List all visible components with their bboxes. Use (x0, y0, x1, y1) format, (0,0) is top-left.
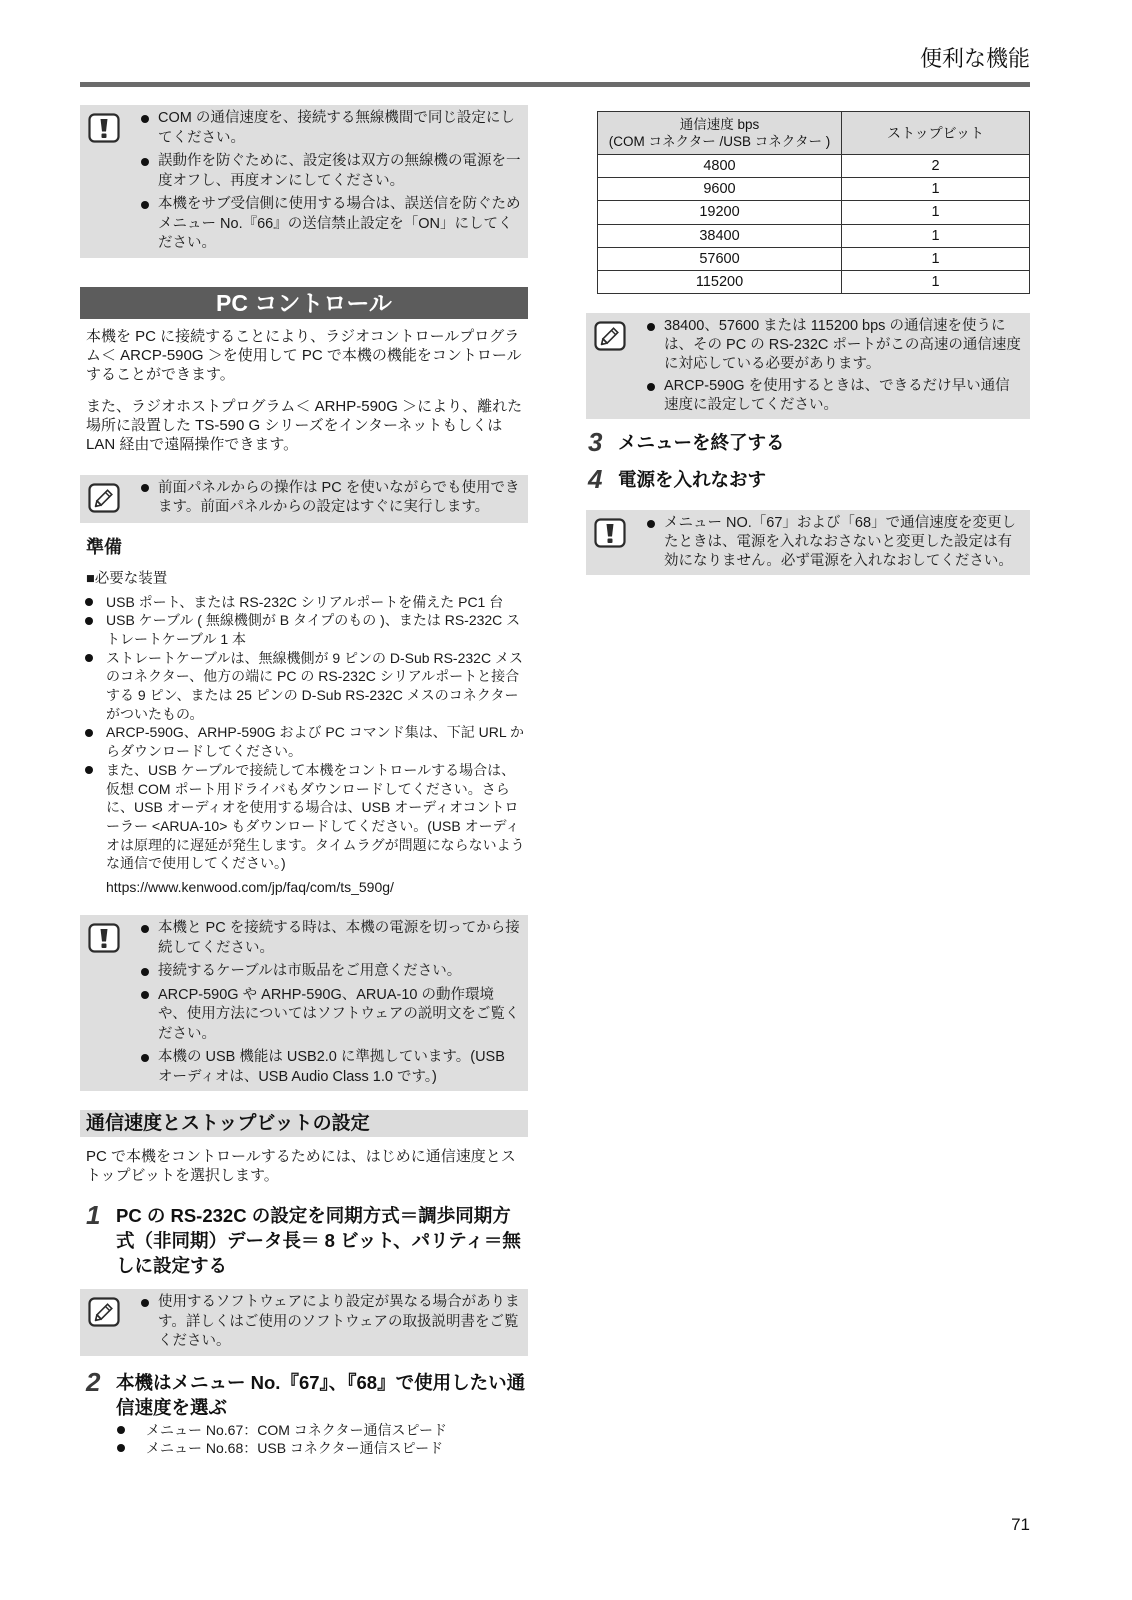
left-column (80, 105, 528, 1458)
header-speed-line2: (COM コネクター /USB コネクター ) (608, 134, 831, 149)
note-text: ARCP-590G を使用するときは、できるだけ早い通信速度に設定してください。 (664, 378, 1010, 414)
caution-item (138, 195, 522, 254)
list-item-text: また、USB ケーブルで接続して本機をコントロールする場合は、仮想 COM ポート用ドライバもダウンロードしてください。さらに、USB オーディオを使用する場合は、USB オーディオコントローラー <ARUA-10> もダウンロードしてください。(USB オーディオは原理的に遅延が発生します。タイムラグが問題にならないような通信で使用してください。) (106, 761, 525, 872)
exclamation-icon (88, 923, 120, 953)
list-item (80, 761, 528, 873)
bullet (85, 766, 93, 774)
exclamation-icon (88, 113, 120, 143)
list-item-text: USB ケーブル ( 無線機側が B タイプのもの )、または RS-232C ストレートケーブル 1 本 (106, 612, 521, 647)
caution-text: 接続するケーブルは市販品をご用意ください。 (158, 963, 462, 980)
cell-speed: 19200 (598, 201, 842, 224)
cell-stop-bit: 1 (842, 224, 1030, 247)
caution-text: 本機と PC を接続する時は、本機の電源を切ってから接続してください。 (158, 920, 520, 956)
header-speed-line1: 通信速度 bps (679, 117, 760, 132)
bullet (141, 158, 149, 166)
cell-speed: 38400 (598, 224, 842, 247)
caution-text: COM の通信速度を、接続する無線機間で同じ設定にしてください。 (158, 110, 515, 146)
table-row (598, 178, 1030, 201)
bullet (141, 968, 149, 976)
step-text: 本機はメニュー No.『67』、『68』で使用したい通信速度を選ぶ (116, 1371, 526, 1418)
table-row (598, 201, 1030, 224)
list-item (80, 723, 528, 760)
cell-speed: 115200 (598, 270, 842, 293)
step-text: メニューを終了する (618, 432, 785, 454)
step-2 (80, 1366, 528, 1420)
bullet (85, 729, 93, 737)
header-speed (598, 112, 842, 155)
caution-text: 誤動作を防ぐために、設定後は双方の無線機の電源を一度オフし、再度オンにしてください。 (158, 153, 521, 189)
page-number: 71 (1011, 1515, 1030, 1534)
step-text: PC の RS-232C の設定を同期方式＝調歩同期方式（非同期）データ長＝ 8 ビット、パリティ＝無しに設定する (116, 1205, 521, 1277)
caution-box (80, 915, 528, 1091)
subsection-intro: PC で本機をコントロールするためには、はじめに通信速度とストップビットを選択します。 (86, 1148, 516, 1185)
bullet (117, 1444, 125, 1452)
download-url: https://www.kenwood.com/jp/faq/com/ts_590g/ (106, 879, 394, 896)
caution-item (138, 986, 522, 1045)
header-stop-bit: ストップビット (842, 112, 1030, 155)
pencil-icon (88, 483, 120, 513)
caution-box (80, 105, 528, 258)
caution-item (138, 962, 522, 982)
list-item (80, 611, 528, 648)
table-row (598, 224, 1030, 247)
caution-item (644, 514, 1024, 571)
pencil-icon (88, 1297, 120, 1327)
subsection-title-bar: 通信速度とストップビットの設定 (80, 1110, 528, 1137)
list-item (146, 1421, 528, 1440)
cell-speed: 4800 (598, 155, 842, 178)
step-text: 電源を入れなおす (618, 469, 767, 491)
note-item (138, 1293, 522, 1352)
caution-item (138, 152, 522, 191)
note-box (80, 475, 528, 523)
bullet (117, 1426, 125, 1434)
caution-text: ARCP-590G や ARHP-590G、ARUA-10 の動作環境や、使用方法についてはソフトウェアの説明文をご覧ください。 (158, 986, 520, 1042)
bullet (85, 598, 93, 606)
cell-speed: 9600 (598, 178, 842, 201)
step-2-options (80, 1421, 528, 1458)
caution-item (138, 919, 522, 958)
cell-stop-bit: 1 (842, 270, 1030, 293)
intro-paragraph: 本機を PC に接続することにより、ラジオコントロールプログラム＜ ARCP-590G ＞を使用して PC で本機の機能をコントロールすることができます。 (86, 327, 522, 383)
caution-text: 本機をサブ受信側に使用する場合は、誤送信を防ぐためメニュー No.『66』の送信禁止設定を「ON」にしてください。 (158, 196, 521, 251)
bullet (647, 383, 655, 391)
intro-paragraph: また、ラジオホストプログラム＜ ARHP-590G ＞により、離れた場所に設置した TS-590 G シリーズをインターネットもしくは LAN 経由で遠隔操作できます。 (86, 397, 523, 453)
bullet (141, 484, 149, 492)
list-item (80, 593, 528, 612)
exclamation-icon (594, 518, 626, 548)
step-number: 1 (86, 1200, 101, 1231)
cell-speed: 57600 (598, 247, 842, 270)
step-1 (80, 1200, 528, 1278)
required-equipment-label: ■必要な装置 (86, 570, 168, 587)
cell-stop-bit: 1 (842, 178, 1030, 201)
prep-heading: 準備 (86, 536, 122, 557)
speed-stopbit-table (597, 111, 1030, 294)
required-equipment-list (80, 593, 528, 874)
list-item (146, 1439, 528, 1458)
list-item-text: ARCP-590G、ARHP-590G および PC コマンド集は、下記 URL からダウンロードしてください。 (106, 724, 524, 760)
bullet (647, 323, 655, 331)
note-box (80, 1289, 528, 1356)
list-item (80, 649, 528, 724)
table-row (598, 155, 1030, 178)
step-number: 3 (588, 427, 603, 458)
note-item (138, 479, 522, 518)
step-number: 2 (86, 1366, 101, 1397)
list-item-text: メニュー No.68：USB コネクター通信スピード (146, 1440, 444, 1457)
bullet (85, 617, 93, 625)
list-item-text: ストレートケーブルは、無線機側が 9 ピンの D-Sub RS-232C メスのコネクター、他方の端に PC の RS-232C シリアルポートと接合する 9 ピン、または 25 ピンの D-Sub RS-232C メスのコネクターがついたもの。 (106, 649, 523, 722)
table-header-row (598, 112, 1030, 155)
note-item (644, 317, 1024, 374)
bullet (85, 654, 93, 662)
note-box (586, 313, 1030, 419)
cell-stop-bit: 2 (842, 155, 1030, 178)
right-column (586, 111, 1030, 575)
caution-text: メニュー NO.「67」および「68」で通信速度を変更したときは、電源を入れなおさないと変更した設定は有効になりません。必ず電源を入れなおしてください。 (664, 515, 1017, 570)
bullet (141, 1299, 149, 1307)
pencil-icon (594, 321, 626, 351)
bullet (141, 925, 149, 933)
note-text: 前面パネルからの操作は PC を使いながらでも使用できます。前面パネルからの設定はすぐに実行します。 (158, 479, 520, 515)
list-item-text: USB ポート、または RS-232C シリアルポートを備えた PC1 台 (106, 593, 504, 610)
caution-item (138, 1048, 522, 1087)
table-row (598, 247, 1030, 270)
list-item-text: メニュー No.67：COM コネクター通信スピード (146, 1421, 447, 1438)
section-title-bar: PC コントロール (80, 287, 528, 319)
chapter-title: 便利な機能 (919, 46, 1030, 71)
bullet (141, 991, 149, 999)
header-rule (80, 82, 1030, 87)
bullet (141, 115, 149, 123)
step-4 (586, 464, 1030, 495)
bullet (141, 1054, 149, 1062)
bullet (647, 520, 655, 528)
caution-box (586, 510, 1030, 575)
cell-stop-bit: 1 (842, 247, 1030, 270)
table-row (598, 270, 1030, 293)
note-item (644, 377, 1024, 415)
step-number: 4 (588, 464, 603, 495)
note-text: 38400、57600 または 115200 bps の通信速を使うには、その PC の RS-232C ポートがこの高速の通信速度に対応している必要があります。 (664, 318, 1021, 373)
caution-text: 本機の USB 機能は USB2.0 に準拠しています。(USB オーディオは、USB Audio Class 1.0 です。) (158, 1049, 505, 1085)
step-3 (586, 427, 1030, 458)
cell-stop-bit: 1 (842, 201, 1030, 224)
note-text: 使用するソフトウェアにより設定が異なる場合があります。詳しくはご使用のソフトウェアの取扱説明書をご覧ください。 (158, 1294, 520, 1350)
caution-item (138, 109, 522, 148)
bullet (141, 201, 149, 209)
